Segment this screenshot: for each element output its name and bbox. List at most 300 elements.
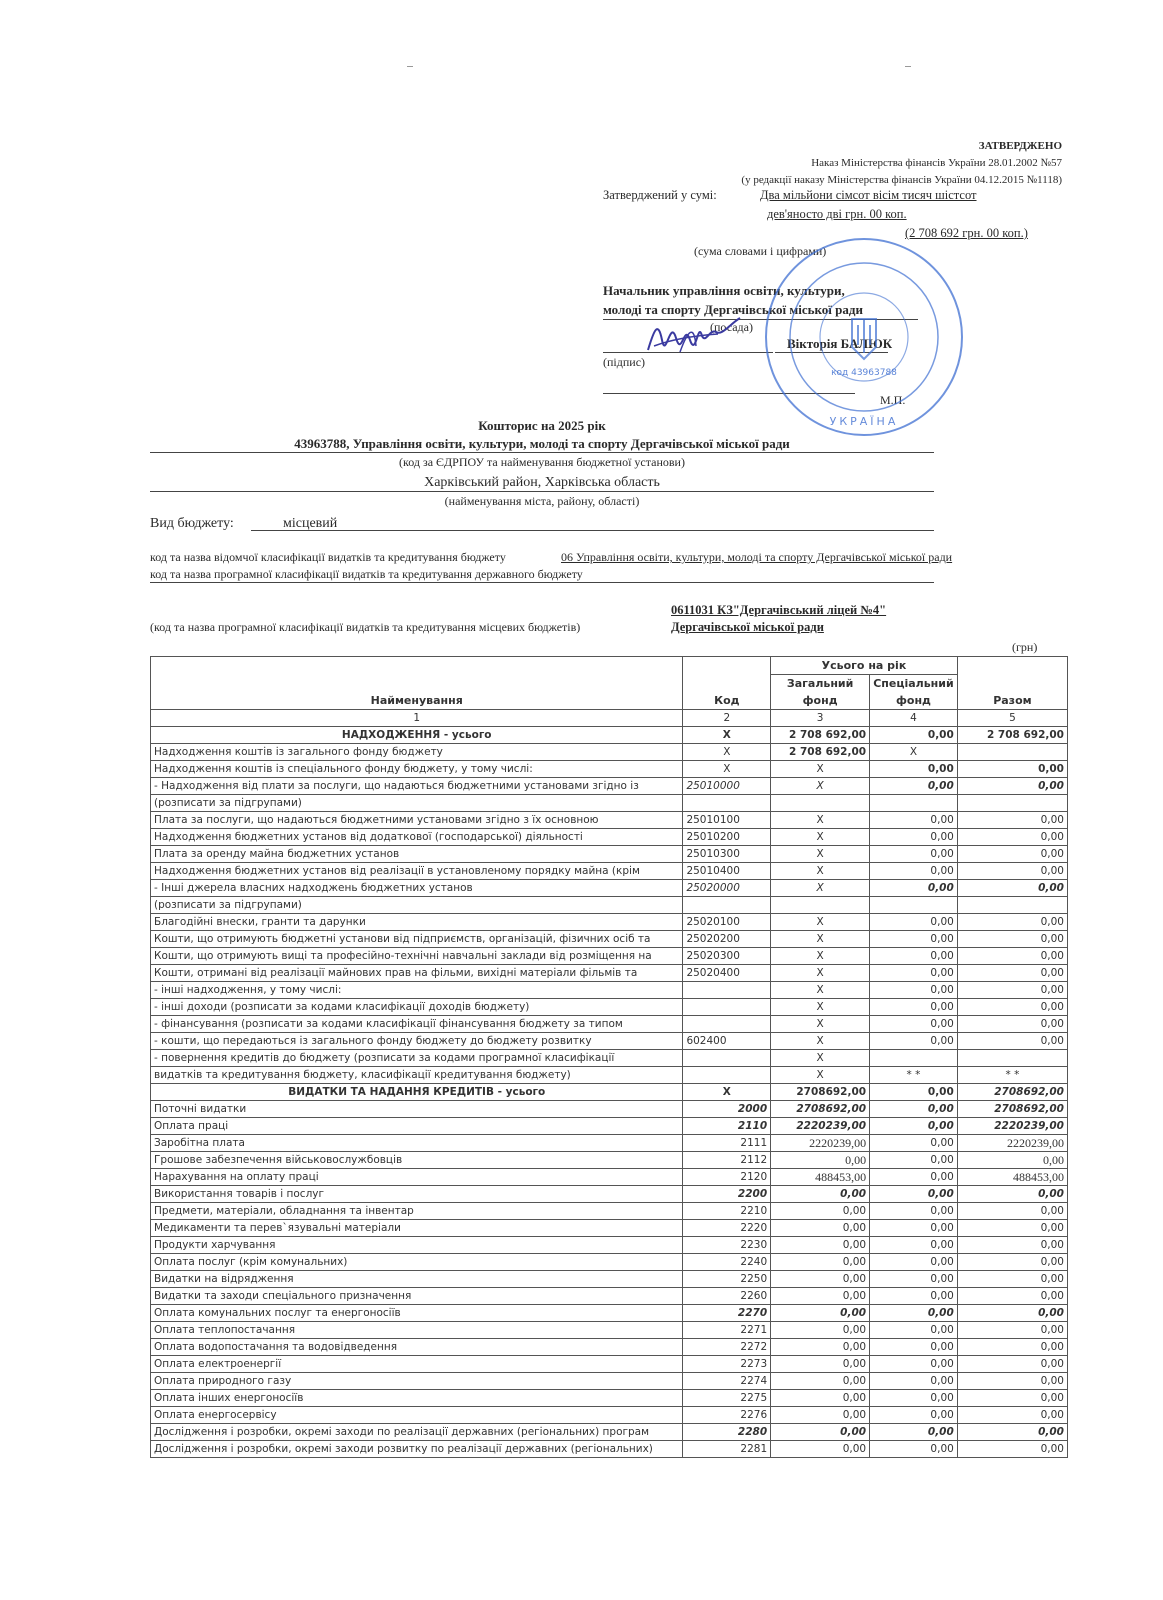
row-special-fund: [870, 1050, 958, 1067]
row-total: 0,00: [957, 846, 1067, 863]
row-special-fund: 0,00: [870, 982, 958, 999]
location-underline: [150, 491, 934, 492]
row-name: Використання товарів і послуг: [151, 1186, 683, 1203]
row-code: 25010000: [683, 778, 771, 795]
table-row: [151, 727, 1068, 744]
row-code: 2210: [683, 1203, 771, 1220]
row-special-fund: 0,00: [870, 761, 958, 778]
budget-type-label: Вид бюджету:: [150, 516, 234, 531]
row-special-fund: 0,00: [870, 999, 958, 1016]
row-special-fund: 0,00: [870, 1101, 958, 1118]
row-total: 2220239,00: [957, 1135, 1067, 1152]
row-code: 2276: [683, 1407, 771, 1424]
table-row: [151, 1373, 1068, 1390]
row-special-fund: 0,00: [870, 1237, 958, 1254]
table-row: [151, 744, 1068, 761]
sum-words-line2: дев'яносто дві грн. 00 коп.: [767, 207, 907, 221]
row-general-fund: 0,00: [771, 1424, 870, 1441]
row-name: Оплата енергосервісу: [151, 1407, 683, 1424]
row-name: видатків та кредитування бюджету, класифікації кредитування бюджету): [151, 1067, 683, 1084]
row-code: 2271: [683, 1322, 771, 1339]
row-code: 25010100: [683, 812, 771, 829]
row-code: 2280: [683, 1424, 771, 1441]
row-special-fund: 0,00: [870, 1084, 958, 1101]
signer-name: Вікторія БАЛЮК: [787, 336, 893, 351]
row-code: 2272: [683, 1339, 771, 1356]
row-general-fund: 0,00: [771, 1288, 870, 1305]
row-general-fund: Х: [771, 1067, 870, 1084]
row-total: 0,00: [957, 829, 1067, 846]
row-special-fund: 0,00: [870, 880, 958, 897]
col-number: 2: [683, 710, 771, 727]
table-row: [151, 982, 1068, 999]
row-total: 2 708 692,00: [957, 727, 1067, 744]
institution-caption: (код за ЄДРПОУ та найменування бюджетної установи): [399, 455, 685, 469]
row-name: Оплата водопостачання та водовідведення: [151, 1339, 683, 1356]
table-row: [151, 1271, 1068, 1288]
estimate-table: [150, 656, 1068, 1458]
row-total: 0,00: [957, 863, 1067, 880]
row-general-fund: 0,00: [771, 1220, 870, 1237]
table-row: [151, 1084, 1068, 1101]
table-row: [151, 846, 1068, 863]
table-row: [151, 1288, 1068, 1305]
row-total: 0,00: [957, 1186, 1067, 1203]
header-total: Разом: [957, 657, 1067, 710]
row-general-fund: 0,00: [771, 1373, 870, 1390]
row-special-fund: 0,00: [870, 914, 958, 931]
row-code: [683, 1016, 771, 1033]
row-general-fund: 2220239,00: [771, 1135, 870, 1152]
row-special-fund: 0,00: [870, 965, 958, 982]
row-code: 2111: [683, 1135, 771, 1152]
row-total: 0,00: [957, 761, 1067, 778]
row-total: 0,00: [957, 1271, 1067, 1288]
row-total: 0,00: [957, 1407, 1067, 1424]
sum-digits: (2 708 692 грн. 00 коп.): [905, 226, 1028, 240]
row-special-fund: 0,00: [870, 1033, 958, 1050]
position-line2: молоді та спорту Дергачівської міської ради: [603, 302, 863, 317]
row-name: Благодійні внески, гранти та дарунки: [151, 914, 683, 931]
table-row: [151, 1169, 1068, 1186]
row-total: 0,00: [957, 982, 1067, 999]
table-row: [151, 1135, 1068, 1152]
row-name: Надходження коштів із спеціального фонду бюджету, у тому числі:: [151, 761, 683, 778]
table-row: [151, 880, 1068, 897]
col-number: 5: [957, 710, 1067, 727]
table-row: [151, 1305, 1068, 1322]
row-name: (розписати за підгрупами): [151, 795, 683, 812]
location-caption: (найменування міста, району, області): [444, 494, 640, 508]
row-name: Видатки на відрядження: [151, 1271, 683, 1288]
row-total: 0,00: [957, 1237, 1067, 1254]
row-total: [957, 744, 1067, 761]
row-name: Оплата природного газу: [151, 1373, 683, 1390]
scan-mark: [407, 66, 413, 67]
official-stamp: [762, 235, 967, 440]
row-name: Нарахування на оплату праці: [151, 1169, 683, 1186]
row-code: 2260: [683, 1288, 771, 1305]
row-code: Х: [683, 744, 771, 761]
row-name: Оплата інших енергоносіїв: [151, 1390, 683, 1407]
row-special-fund: 0,00: [870, 1441, 958, 1458]
row-general-fund: [771, 897, 870, 914]
row-code: 25020000: [683, 880, 771, 897]
position-line1: Начальник управління освіти, культури,: [603, 283, 845, 298]
row-general-fund: Х: [771, 863, 870, 880]
row-total: 0,00: [957, 1441, 1067, 1458]
row-special-fund: 0,00: [870, 1169, 958, 1186]
row-name: Кошти, що отримують бюджетні установи від підприємств, організацій, фізичних осіб та: [151, 931, 683, 948]
row-special-fund: 0,00: [870, 829, 958, 846]
row-code: 25010200: [683, 829, 771, 846]
row-name: Оплата комунальних послуг та енергоносіїв: [151, 1305, 683, 1322]
row-general-fund: Х: [771, 812, 870, 829]
row-name: Надходження бюджетних установ від додаткової (господарської) діяльності: [151, 829, 683, 846]
row-special-fund: 0,00: [870, 1288, 958, 1305]
table-row: [151, 914, 1068, 931]
signature-image: [640, 310, 750, 358]
row-special-fund: [870, 795, 958, 812]
row-total: 0,00: [957, 1390, 1067, 1407]
row-special-fund: [870, 897, 958, 914]
row-total: [957, 1050, 1067, 1067]
row-general-fund: 0,00: [771, 1271, 870, 1288]
table-row: [151, 948, 1068, 965]
row-code: [683, 795, 771, 812]
row-total: 2708692,00: [957, 1084, 1067, 1101]
stamp-country: УКРАЇНА: [829, 415, 899, 428]
row-code: Х: [683, 1084, 771, 1101]
state-class-underline: [150, 582, 934, 583]
header-general-1: Загальний: [771, 675, 870, 692]
row-special-fund: 0,00: [870, 846, 958, 863]
row-code: [683, 897, 771, 914]
row-name: Предмети, матеріали, обладнання та інвентар: [151, 1203, 683, 1220]
row-name: - фінансування (розписати за кодами класифікації фінансування бюджету за типом: [151, 1016, 683, 1033]
row-total: 488453,00: [957, 1169, 1067, 1186]
row-total: * *: [957, 1067, 1067, 1084]
row-code: 2200: [683, 1186, 771, 1203]
budget-type-underline: [251, 530, 934, 531]
table-row: [151, 761, 1068, 778]
row-general-fund: 0,00: [771, 1305, 870, 1322]
dept-class-value: 06 Управління освіти, культури, молоді та спорту Дергачівської міської ради: [561, 550, 953, 564]
row-general-fund: 0,00: [771, 1254, 870, 1271]
signature-caption: (підпис): [603, 355, 646, 369]
row-code: 602400: [683, 1033, 771, 1050]
row-code: [683, 1067, 771, 1084]
row-general-fund: Х: [771, 982, 870, 999]
row-general-fund: Х: [771, 931, 870, 948]
institution-name: 43963788, Управління освіти, культури, молоді та спорту Дергачівської міської ради: [294, 436, 790, 451]
row-name: Дослідження і розробки, окремі заходи розвитку по реалізації державних (регіональних): [151, 1441, 683, 1458]
row-name: Плата за послуги, що надаються бюджетними установами згідно з їх основною: [151, 812, 683, 829]
row-general-fund: 488453,00: [771, 1169, 870, 1186]
document-title: Кошторис на 2025 рік: [478, 418, 606, 433]
row-general-fund: 2708692,00: [771, 1101, 870, 1118]
row-code: 2000: [683, 1101, 771, 1118]
row-special-fund: 0,00: [870, 1254, 958, 1271]
row-code: 2274: [683, 1373, 771, 1390]
row-code: 2230: [683, 1237, 771, 1254]
state-class-label: код та назва програмної класифікації видатків та кредитування державного бюджету: [150, 567, 583, 581]
row-name: НАДХОДЖЕННЯ - усього: [151, 727, 683, 744]
table-row: [151, 778, 1068, 795]
row-general-fund: Х: [771, 999, 870, 1016]
row-name: Оплата електроенергії: [151, 1356, 683, 1373]
row-general-fund: Х: [771, 778, 870, 795]
row-name: Заробітна плата: [151, 1135, 683, 1152]
row-special-fund: 0,00: [870, 1135, 958, 1152]
row-special-fund: 0,00: [870, 1271, 958, 1288]
row-name: (розписати за підгрупами): [151, 897, 683, 914]
row-total: 0,00: [957, 1220, 1067, 1237]
institution-underline: [150, 452, 934, 453]
row-total: 0,00: [957, 880, 1067, 897]
table-row: [151, 1339, 1068, 1356]
row-special-fund: 0,00: [870, 727, 958, 744]
table-row: [151, 863, 1068, 880]
row-total: 0,00: [957, 1288, 1067, 1305]
row-total: 0,00: [957, 812, 1067, 829]
row-general-fund: 2220239,00: [771, 1118, 870, 1135]
row-special-fund: 0,00: [870, 1339, 958, 1356]
row-special-fund: 0,00: [870, 1356, 958, 1373]
table-row: [151, 1203, 1068, 1220]
seal-label: М.П.: [880, 393, 906, 407]
col-number: 4: [870, 710, 958, 727]
row-special-fund: 0,00: [870, 812, 958, 829]
row-code: 2120: [683, 1169, 771, 1186]
row-total: 0,00: [957, 1203, 1067, 1220]
header-code: Код: [683, 657, 771, 710]
row-total: 0,00: [957, 1339, 1067, 1356]
row-name: Плата за оренду майна бюджетних установ: [151, 846, 683, 863]
row-code: 25020100: [683, 914, 771, 931]
row-general-fund: Х: [771, 761, 870, 778]
location: Харківський район, Харківська область: [424, 475, 660, 490]
row-total: 0,00: [957, 1033, 1067, 1050]
row-name: Кошти, отримані від реалізації майнових прав на фільми, вихідні матеріали фільмів та: [151, 965, 683, 982]
row-special-fund: * *: [870, 1067, 958, 1084]
table-row: [151, 1390, 1068, 1407]
row-total: [957, 897, 1067, 914]
header-special-2: фонд: [870, 692, 958, 710]
table-row: [151, 1152, 1068, 1169]
row-special-fund: 0,00: [870, 778, 958, 795]
table-row: [151, 1186, 1068, 1203]
row-special-fund: 0,00: [870, 1424, 958, 1441]
row-name: - кошти, що передаються із загального фонду бюджету до бюджету розвитку: [151, 1033, 683, 1050]
row-total: 0,00: [957, 999, 1067, 1016]
row-code: Х: [683, 727, 771, 744]
row-code: Х: [683, 761, 771, 778]
table-row: [151, 931, 1068, 948]
row-special-fund: 0,00: [870, 1220, 958, 1237]
row-special-fund: 0,00: [870, 1305, 958, 1322]
currency-label: (грн): [1012, 640, 1038, 654]
row-special-fund: 0,00: [870, 931, 958, 948]
row-general-fund: 2 708 692,00: [771, 744, 870, 761]
row-name: Медикаменти та перев`язувальні матеріали: [151, 1220, 683, 1237]
row-code: 2275: [683, 1390, 771, 1407]
row-total: 0,00: [957, 1322, 1067, 1339]
row-total: 0,00: [957, 1424, 1067, 1441]
row-total: 0,00: [957, 948, 1067, 965]
row-code: 2270: [683, 1305, 771, 1322]
row-general-fund: Х: [771, 1033, 870, 1050]
row-name: - повернення кредитів до бюджету (розписати за кодами програмної класифікації: [151, 1050, 683, 1067]
row-code: 2281: [683, 1441, 771, 1458]
row-general-fund: Х: [771, 965, 870, 982]
table-row: [151, 1220, 1068, 1237]
row-special-fund: 0,00: [870, 948, 958, 965]
stamp-code: код 43963788: [831, 368, 897, 378]
row-name: Оплата послуг (крім комунальних): [151, 1254, 683, 1271]
row-code: 25020300: [683, 948, 771, 965]
sum-words-line1: Два мільйони сімсот вісім тисяч шістсот: [760, 188, 977, 202]
row-total: 0,00: [957, 1152, 1067, 1169]
stamp-icon: [762, 235, 967, 440]
table-row: [151, 1441, 1068, 1458]
row-code: 2112: [683, 1152, 771, 1169]
table-row: [151, 1356, 1068, 1373]
row-code: 2240: [683, 1254, 771, 1271]
row-total: [957, 795, 1067, 812]
row-special-fund: 0,00: [870, 1203, 958, 1220]
row-name: Оплата теплопостачання: [151, 1322, 683, 1339]
row-name: Кошти, що отримують вищі та професійно-технічні навчальні заклади від розміщення на: [151, 948, 683, 965]
table-row: [151, 812, 1068, 829]
row-general-fund: 0,00: [771, 1203, 870, 1220]
row-special-fund: 0,00: [870, 1373, 958, 1390]
row-special-fund: 0,00: [870, 1186, 958, 1203]
table-row: [151, 829, 1068, 846]
row-general-fund: Х: [771, 829, 870, 846]
row-general-fund: Х: [771, 1016, 870, 1033]
header-general-2: фонд: [771, 692, 870, 710]
row-code: [683, 1050, 771, 1067]
row-name: Дослідження і розробки, окремі заходи по реалізації державних (регіональних) програм: [151, 1424, 683, 1441]
row-name: Надходження коштів із загального фонду бюджету: [151, 744, 683, 761]
row-name: - Інші джерела власних надходжень бюджетних установ: [151, 880, 683, 897]
row-general-fund: 0,00: [771, 1152, 870, 1169]
row-name: Грошове забезпечення військовослужбовців: [151, 1152, 683, 1169]
row-general-fund: 0,00: [771, 1186, 870, 1203]
sum-label: Затверджений у сумі:: [603, 188, 717, 202]
row-name: - інші доходи (розписати за кодами класифікації доходів бюджету): [151, 999, 683, 1016]
row-general-fund: 2 708 692,00: [771, 727, 870, 744]
row-total: 0,00: [957, 1373, 1067, 1390]
approval-order: Наказ Міністерства фінансів України 28.01.2002 №57: [811, 157, 1062, 169]
row-name: Видатки та заходи спеціального призначення: [151, 1288, 683, 1305]
table-row: [151, 1033, 1068, 1050]
row-general-fund: 0,00: [771, 1237, 870, 1254]
table-row: [151, 1016, 1068, 1033]
row-name: Продукти харчування: [151, 1237, 683, 1254]
scan-mark: [905, 66, 911, 67]
row-special-fund: 0,00: [870, 1118, 958, 1135]
table-row: [151, 1424, 1068, 1441]
header-special-1: Спеціальний: [870, 675, 958, 692]
approval-edition: (у редакції наказу Міністерства фінансів України 04.12.2015 №1118): [741, 174, 1062, 186]
table-row: [151, 1101, 1068, 1118]
approval-header: [700, 138, 1062, 189]
row-name: Надходження бюджетних установ від реалізації в установленому порядку майна (крім: [151, 863, 683, 880]
table-row: [151, 999, 1068, 1016]
row-general-fund: 0,00: [771, 1390, 870, 1407]
row-general-fund: 0,00: [771, 1339, 870, 1356]
local-class-value-line1: 0611031 КЗ"Дергачівський ліцей №4": [671, 603, 887, 617]
row-special-fund: 0,00: [870, 1016, 958, 1033]
row-special-fund: 0,00: [870, 1407, 958, 1424]
row-general-fund: 0,00: [771, 1356, 870, 1373]
row-code: 2250: [683, 1271, 771, 1288]
row-name: - інші надходження, у тому числі:: [151, 982, 683, 999]
row-code: 25020200: [683, 931, 771, 948]
row-general-fund: 0,00: [771, 1322, 870, 1339]
table-row: [151, 1322, 1068, 1339]
row-code: 2220: [683, 1220, 771, 1237]
row-total: 0,00: [957, 778, 1067, 795]
row-special-fund: Х: [870, 744, 958, 761]
row-code: [683, 982, 771, 999]
col-number: 3: [771, 710, 870, 727]
row-code: 2110: [683, 1118, 771, 1135]
header-name: Найменування: [151, 657, 683, 710]
dept-class-label: код та назва відомчої класифікації видатків та кредитування бюджету: [150, 550, 506, 564]
row-total: 0,00: [957, 1016, 1067, 1033]
row-general-fund: 0,00: [771, 1441, 870, 1458]
table-row: [151, 1067, 1068, 1084]
row-code: 25010300: [683, 846, 771, 863]
row-general-fund: Х: [771, 880, 870, 897]
table-row: [151, 965, 1068, 982]
row-general-fund: 0,00: [771, 1407, 870, 1424]
row-name: - Надходження від плати за послуги, що надаються бюджетними установами згідно із: [151, 778, 683, 795]
row-general-fund: Х: [771, 1050, 870, 1067]
row-special-fund: 0,00: [870, 1322, 958, 1339]
row-general-fund: Х: [771, 914, 870, 931]
local-class-value-line2: Дергачівської міської ради: [671, 620, 824, 634]
table-row: [151, 1407, 1068, 1424]
row-code: 25010400: [683, 863, 771, 880]
row-special-fund: 0,00: [870, 1390, 958, 1407]
row-code: 25020400: [683, 965, 771, 982]
position-caption: (посада): [710, 320, 753, 334]
local-class-label: (код та назва програмної класифікації видатків та кредитування місцевих бюджетів): [150, 620, 581, 634]
row-special-fund: 0,00: [870, 1152, 958, 1169]
budget-type-value: місцевий: [283, 516, 338, 531]
row-total: 2708692,00: [957, 1101, 1067, 1118]
header-year-total: Усього на рік: [771, 657, 958, 675]
row-total: 0,00: [957, 1254, 1067, 1271]
row-code: [683, 999, 771, 1016]
sum-caption: (сума словами і цифрами): [694, 244, 827, 258]
row-total: 0,00: [957, 1356, 1067, 1373]
row-name: ВИДАТКИ ТА НАДАННЯ КРЕДИТІВ - усього: [151, 1084, 683, 1101]
row-name: Поточні видатки: [151, 1101, 683, 1118]
row-general-fund: Х: [771, 846, 870, 863]
table-row: [151, 1237, 1068, 1254]
col-number: 1: [151, 710, 683, 727]
row-name: Оплата праці: [151, 1118, 683, 1135]
table-row: [151, 1254, 1068, 1271]
row-total: 0,00: [957, 931, 1067, 948]
row-code: 2273: [683, 1356, 771, 1373]
row-total: 0,00: [957, 914, 1067, 931]
